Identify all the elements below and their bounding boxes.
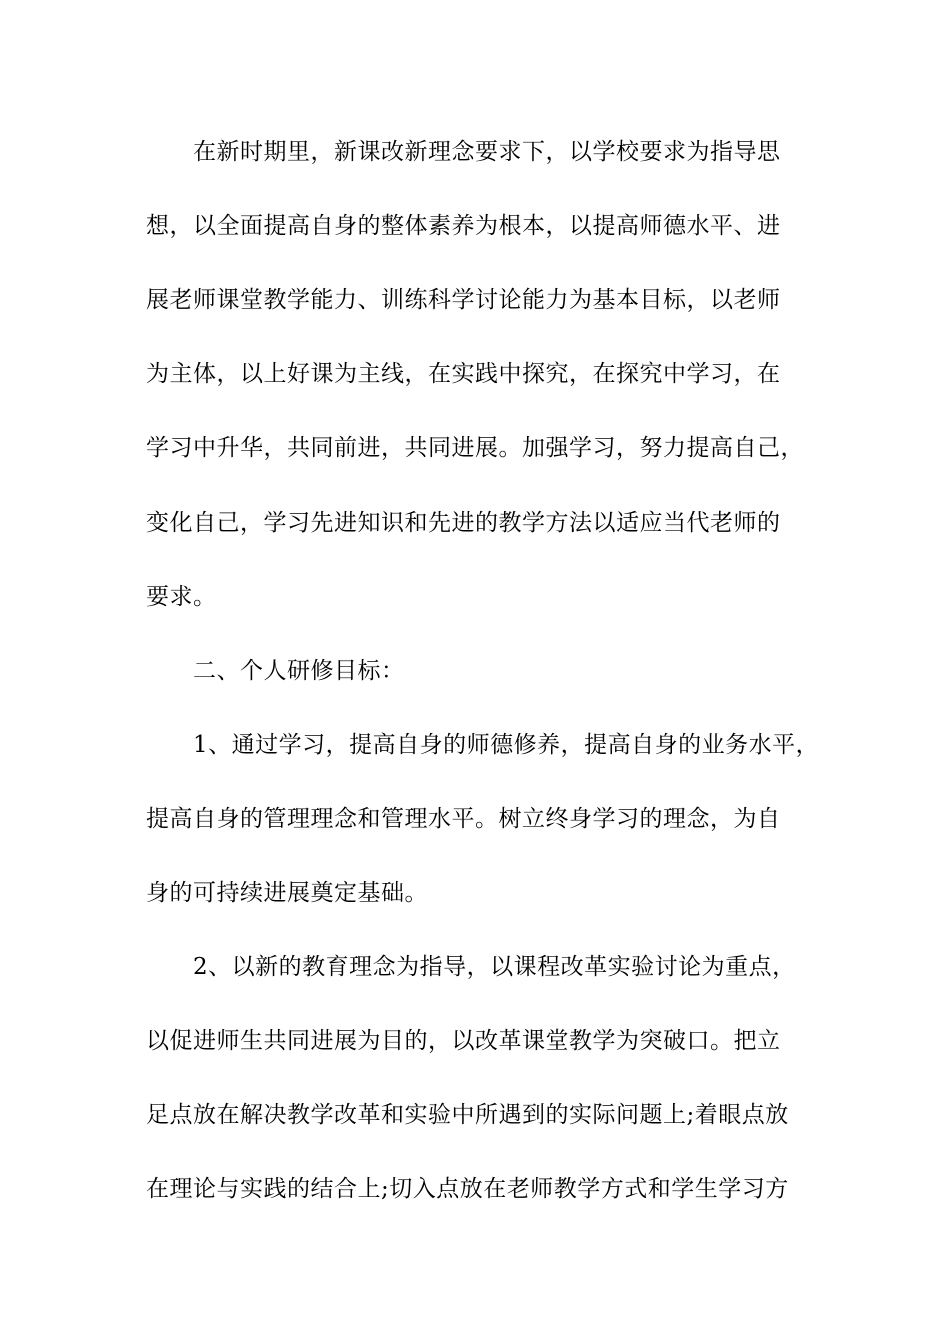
paragraph-line: 学习中升华，共同前进，共同进展。加强学习，努力提高自己， [146,435,804,461]
paragraph-line: 足点放在解决教学改革和实验中所遇到的实际问题上;着眼点放 [146,1102,789,1128]
paragraph-line: 身的可持续进展奠定基础。 [146,880,428,906]
paragraph-line: 在新时期里，新课改新理念要求下，以学校要求为指导思 [146,139,781,165]
paragraph-line: 2、以新的教育理念为指导，以课程改革实验讨论为重点， [146,954,796,980]
paragraph-line: 为主体，以上好课为主线，在实践中探究，在探究中学习，在 [146,361,781,387]
paragraph-line: 想，以全面提高自身的整体素养为根本，以提高师德水平、进 [146,213,781,239]
section-heading: 二、个人研修目标： [146,658,405,684]
paragraph-line: 要求。 [146,584,217,610]
paragraph-line: 1、通过学习，提高自身的师德修养，提高自身的业务水平， [146,732,820,758]
paragraph-line: 展老师课堂教学能力、训练科学讨论能力为基本目标，以老师 [146,287,781,313]
paragraph-line: 以促进师生共同进展为目的，以改革课堂教学为突破口。把立 [146,1028,781,1054]
paragraph-line: 变化自己，学习先进知识和先进的教学方法以适应当代老师的 [146,510,781,536]
paragraph-line: 在理论与实践的结合上;切入点放在老师教学方式和学生学习方 [146,1176,789,1202]
paragraph-line: 提高自身的管理理念和管理水平。树立终身学习的理念，为自 [146,806,781,832]
